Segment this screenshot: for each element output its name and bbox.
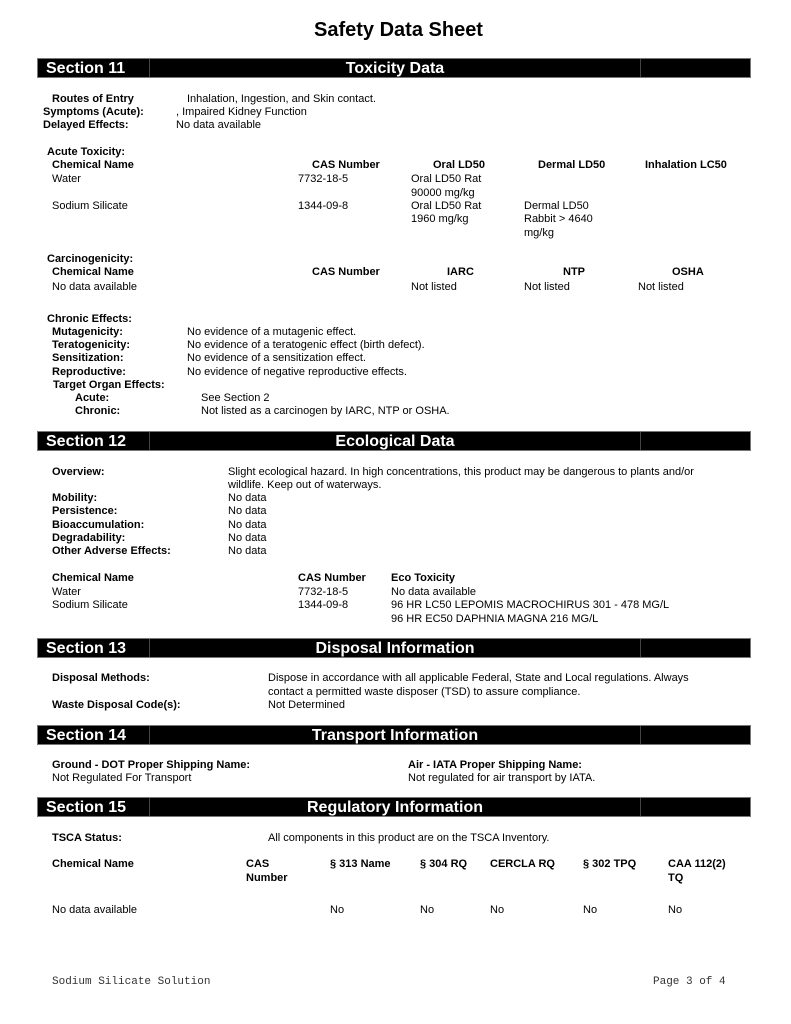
document-title: Safety Data Sheet xyxy=(314,19,483,41)
divider xyxy=(640,59,641,77)
section-11-header xyxy=(37,58,751,78)
dermal-ld50: Dermal LD50 xyxy=(524,200,589,212)
section-number: Section 14 xyxy=(46,727,127,744)
cas-number: 1344-09-8 xyxy=(298,599,349,611)
cercla-value: No xyxy=(490,904,505,916)
col-header: Chemical Name xyxy=(52,159,134,171)
col-header: IARC xyxy=(447,266,474,278)
col-header: Eco Toxicity xyxy=(391,572,455,584)
section-number: Section 13 xyxy=(46,640,127,657)
waste-code-value: Not Determined xyxy=(268,699,346,711)
section-12-header xyxy=(37,431,751,451)
col-header: § 304 RQ xyxy=(420,858,468,870)
target-value: Not listed as a carcinogen by IARC, NTP or OSHA. xyxy=(201,405,450,417)
delayed-value: No data available xyxy=(176,119,262,131)
eco-label: Persistence: xyxy=(52,505,118,517)
eco-label: Other Adverse Effects: xyxy=(52,545,171,557)
footer-product-name: Sodium Silicate Solution xyxy=(52,976,211,988)
oral-ld50: 90000 mg/kg xyxy=(411,187,475,199)
col-header: Number xyxy=(246,872,288,884)
disposal-methods-value: Dispose in accordance with all applicable Federal, State and Local regulations. Always xyxy=(268,672,689,684)
chemical-name: No data available xyxy=(52,281,138,293)
section-number: Section 15 xyxy=(46,799,127,816)
chronic-value: No evidence of a sensitization effect. xyxy=(187,352,366,364)
col-header: OSHA xyxy=(672,266,704,278)
eco-label: Degradability: xyxy=(52,532,126,544)
air-shipping-label: Air - IATA Proper Shipping Name: xyxy=(408,759,582,771)
chronic-effects-heading: Chronic Effects: xyxy=(47,313,132,325)
col-header: CAS Number xyxy=(298,572,366,584)
cas-number: 1344-09-8 xyxy=(298,200,349,212)
footer-page-number: Page 3 of 4 xyxy=(653,976,726,988)
caa-value: No xyxy=(668,904,683,916)
routes-label: Routes of Entry xyxy=(52,93,134,105)
eco-label: Mobility: xyxy=(52,492,98,504)
col-header: CAS Number xyxy=(312,159,380,171)
col-header: § 302 TPQ xyxy=(583,858,637,870)
acute-toxicity-heading: Acute Toxicity: xyxy=(47,146,126,158)
ground-shipping-value: Not Regulated For Transport xyxy=(52,772,192,784)
eco-toxicity: No data available xyxy=(391,586,477,598)
routes-value: Inhalation, Ingestion, and Skin contact. xyxy=(187,93,376,105)
chronic-label: Reproductive: xyxy=(52,366,126,378)
s313-value: No xyxy=(330,904,345,916)
col-header: NTP xyxy=(563,266,585,278)
section-13-header xyxy=(37,638,751,658)
chemical-name: Sodium Silicate xyxy=(52,599,128,611)
section-title: Disposal Information xyxy=(315,640,475,657)
target-organ-heading: Target Organ Effects: xyxy=(53,379,165,391)
chemical-name: Water xyxy=(52,173,81,185)
col-header: CAA 112(2) xyxy=(668,858,726,870)
divider xyxy=(640,639,641,657)
osha-value: Not listed xyxy=(638,281,684,293)
col-header: Oral LD50 xyxy=(433,159,485,171)
tsca-value: All components in this product are on the TSCA Inventory. xyxy=(268,832,550,844)
eco-label: Bioaccumulation: xyxy=(52,519,145,531)
target-label: Acute: xyxy=(75,392,110,404)
eco-value: No data xyxy=(228,532,267,544)
eco-toxicity: 96 HR EC50 DAPHNIA MAGNA 216 MG/L xyxy=(391,613,599,625)
divider xyxy=(640,726,641,744)
iarc-value: Not listed xyxy=(411,281,457,293)
ntp-value: Not listed xyxy=(524,281,570,293)
col-header: § 313 Name xyxy=(330,858,391,870)
tsca-label: TSCA Status: xyxy=(52,832,122,844)
section-number: Section 11 xyxy=(46,60,126,77)
oral-ld50: Oral LD50 Rat xyxy=(411,200,482,212)
symptoms-label: Symptoms (Acute): xyxy=(43,106,144,118)
dermal-ld50: Rabbit > 4640 xyxy=(524,213,593,225)
target-value: See Section 2 xyxy=(201,392,270,404)
col-header: CAS xyxy=(246,858,270,870)
col-header: Chemical Name xyxy=(52,858,134,870)
delayed-label: Delayed Effects: xyxy=(43,119,129,131)
cas-number: 7732-18-5 xyxy=(298,586,349,598)
chronic-label: Sensitization: xyxy=(52,352,124,364)
cas-number: 7732-18-5 xyxy=(298,173,349,185)
chronic-label: Mutagenicity: xyxy=(52,326,123,338)
s302-value: No xyxy=(583,904,598,916)
section-14-header xyxy=(37,725,751,745)
waste-code-label: Waste Disposal Code(s): xyxy=(52,699,181,711)
s304-value: No xyxy=(420,904,435,916)
divider xyxy=(640,432,641,450)
col-header: CERCLA RQ xyxy=(490,858,555,870)
carcinogenicity-heading: Carcinogenicity: xyxy=(47,253,134,265)
symptoms-value: , Impaired Kidney Function xyxy=(176,106,307,118)
col-header: Chemical Name xyxy=(52,572,134,584)
chronic-label: Teratogenicity: xyxy=(52,339,131,351)
chronic-value: No evidence of a teratogenic effect (birth defect). xyxy=(187,339,425,351)
col-header: Inhalation LC50 xyxy=(645,159,727,171)
chemical-name: No data available xyxy=(52,904,138,916)
air-shipping-value: Not regulated for air transport by IATA. xyxy=(408,772,596,784)
chemical-name: Water xyxy=(52,586,81,598)
section-title: Regulatory Information xyxy=(306,799,483,816)
overview-value: wildlife. Keep out of waterways. xyxy=(228,479,382,491)
section-15-header xyxy=(37,797,751,817)
oral-ld50: Oral LD50 Rat xyxy=(411,173,482,185)
col-header: TQ xyxy=(668,872,684,884)
eco-value: No data xyxy=(228,519,267,531)
col-header: Chemical Name xyxy=(52,266,134,278)
section-title: Transport Information xyxy=(311,727,479,744)
eco-value: No data xyxy=(228,492,267,504)
chronic-value: No evidence of negative reproductive effects. xyxy=(187,366,407,378)
eco-value: No data xyxy=(228,545,267,557)
target-label: Chronic: xyxy=(75,405,121,417)
section-number: Section 12 xyxy=(46,433,127,450)
col-header: CAS Number xyxy=(312,266,380,278)
oral-ld50: 1960 mg/kg xyxy=(411,213,469,225)
section-title: Toxicity Data xyxy=(345,60,445,77)
section-title: Ecological Data xyxy=(335,433,455,450)
chemical-name: Sodium Silicate xyxy=(52,200,128,212)
ground-shipping-label: Ground - DOT Proper Shipping Name: xyxy=(52,759,250,771)
eco-toxicity: 96 HR LC50 LEPOMIS MACROCHIRUS 301 - 478 MG/L xyxy=(391,599,670,611)
dermal-ld50: mg/kg xyxy=(524,227,554,239)
overview-label: Overview: xyxy=(52,466,105,478)
disposal-methods-label: Disposal Methods: xyxy=(52,672,150,684)
disposal-methods-value: contact a permitted waste disposer (TSD) to assure compliance. xyxy=(268,686,581,698)
col-header: Dermal LD50 xyxy=(538,159,606,171)
eco-value: No data xyxy=(228,505,267,517)
chronic-value: No evidence of a mutagenic effect. xyxy=(187,326,357,338)
divider xyxy=(640,798,641,816)
overview-value: Slight ecological hazard. In high concentrations, this product may be dangerous to plants and/or xyxy=(228,466,694,478)
